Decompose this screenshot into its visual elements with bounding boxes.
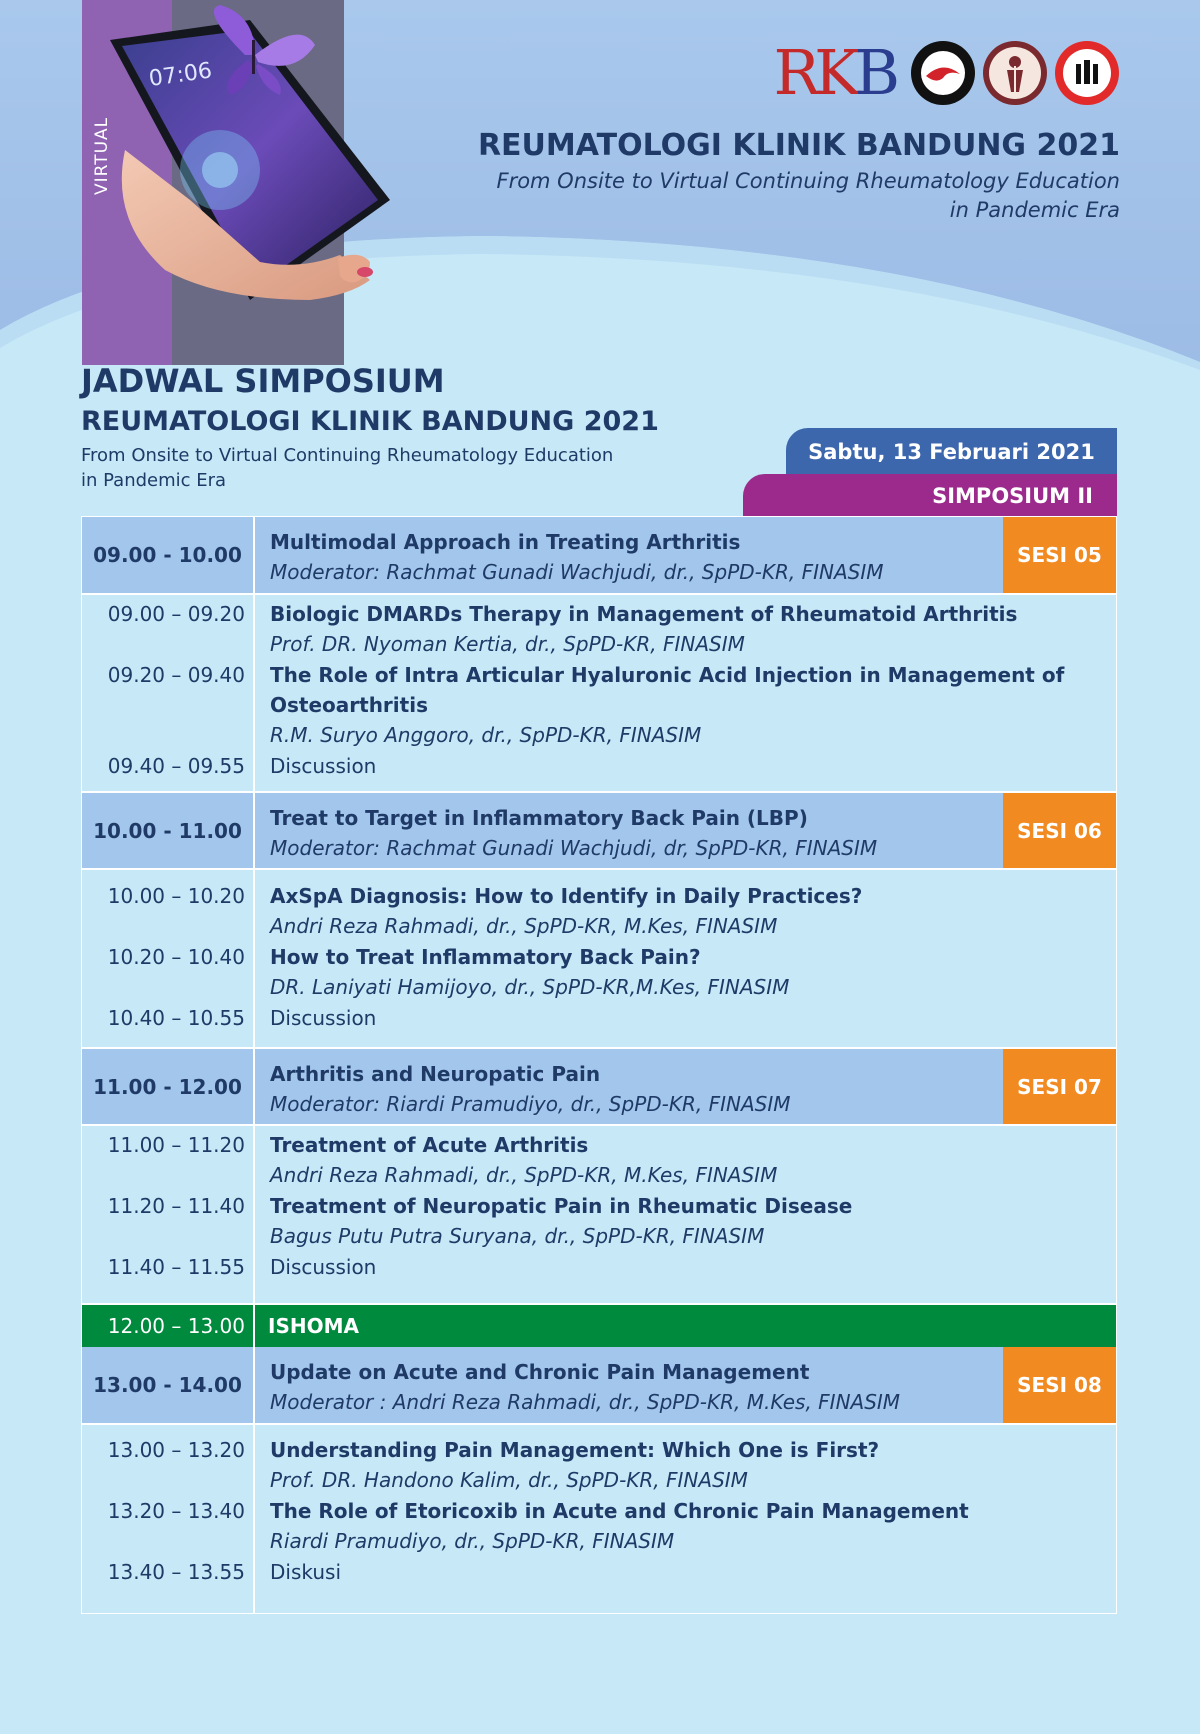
session-row — [82, 517, 1116, 593]
item-speaker: Andri Reza Rahmadi, dr., SpPD-KR, M.Kes, FINASIM — [270, 914, 778, 938]
item-label: Discussion — [270, 754, 377, 778]
item-time: 10.20 – 10.40 — [107, 945, 245, 969]
item-label: Discussion — [270, 1255, 377, 1279]
break-row — [82, 1305, 1116, 1347]
row-separator — [82, 868, 1116, 870]
item-time: 10.40 – 10.55 — [107, 1006, 245, 1030]
sesi-badge: SESI 08 — [1003, 1347, 1116, 1423]
session-row — [82, 1347, 1116, 1423]
item-title: The Role of Etoricoxib in Acute and Chronic Pain Management — [270, 1499, 969, 1523]
session-time: 13.00 - 14.00 — [93, 1373, 242, 1397]
session-row — [82, 793, 1116, 868]
item-speaker: Andri Reza Rahmadi, dr., SpPD-KR, M.Kes, FINASIM — [270, 1163, 778, 1187]
schedule-tagline-line2: in Pandemic Era — [81, 470, 227, 491]
row-separator — [82, 593, 1116, 595]
item-speaker: DR. Laniyati Hamijoyo, dr., SpPD-KR,M.Kes, FINASIM — [270, 975, 790, 999]
session-row — [82, 1049, 1116, 1124]
session-time: 11.00 - 12.00 — [93, 1074, 242, 1099]
item-title: AxSpA Diagnosis: How to Identify in Daily Practices? — [270, 884, 863, 908]
item-title: Understanding Pain Management: Which One is First? — [270, 1438, 880, 1462]
caduceus-logo — [982, 40, 1048, 106]
simposium-tab: SIMPOSIUM II — [743, 474, 1117, 517]
date-tab: Sabtu, 13 Februari 2021 — [786, 428, 1117, 476]
session-moderator: Moderator: Rachmat Gunadi Wachjudi, dr., SpPD-KR, FINASIM — [270, 560, 884, 584]
item-title-cont: Osteoarthritis — [270, 693, 428, 717]
session-moderator: Moderator: Riardi Pramudiyo, dr., SpPD-KR, FINASIM — [270, 1092, 791, 1116]
item-time: 09.40 – 09.55 — [107, 754, 245, 778]
item-time: 11.20 – 11.40 — [107, 1194, 245, 1218]
schedule-table — [81, 516, 1117, 1614]
item-time: 11.40 – 11.55 — [107, 1255, 245, 1279]
row-separator — [82, 1124, 1116, 1126]
header-subtitle-line2: in Pandemic Era — [949, 198, 1120, 222]
row-separator — [82, 1423, 1116, 1425]
session-moderator: Moderator : Andri Reza Rahmadi, dr., SpPD-KR, M.Kes, FINASIM — [270, 1390, 901, 1414]
sponsor-logos — [773, 38, 1120, 108]
session-time: 10.00 - 11.00 — [93, 818, 242, 843]
item-label: Diskusi — [270, 1560, 341, 1584]
session-time: 09.00 - 10.00 — [93, 543, 242, 567]
item-time: 13.20 – 13.40 — [107, 1499, 245, 1523]
schedule-tagline-line1: From Onsite to Virtual Continuing Rheumatology Education — [81, 445, 614, 466]
idi-logo — [1054, 40, 1120, 106]
item-speaker: R.M. Suryo Anggoro, dr., SpPD-KR, FINASIM — [270, 723, 702, 747]
item-time: 09.20 – 09.40 — [107, 663, 245, 687]
virtual-label: VIRTUAL — [92, 116, 112, 195]
schedule-subtitle: REUMATOLOGI KLINIK BANDUNG 2021 — [81, 406, 659, 437]
session-moderator: Moderator: Rachmat Gunadi Wachjudi, dr, SpPD-KR, FINASIM — [270, 836, 878, 860]
schedule-tagline — [81, 443, 659, 493]
header-subtitle-line1: From Onsite to Virtual Continuing Rheumatology Education — [496, 169, 1120, 193]
item-title: Treatment of Acute Arthritis — [270, 1133, 589, 1157]
break-label: ISHOMA — [268, 1314, 359, 1338]
item-time: 13.00 – 13.20 — [107, 1438, 245, 1462]
item-time: 11.00 – 11.20 — [107, 1133, 245, 1157]
header-title-block — [478, 128, 1120, 225]
item-title: Biologic DMARDs Therapy in Management of Rheumatoid Arthritis — [270, 602, 1018, 626]
item-label: Discussion — [270, 1006, 377, 1030]
schedule-title: JADWAL SIMPOSIUM — [81, 362, 445, 400]
item-title: The Role of Intra Articular Hyaluronic Acid Injection in Management of — [270, 663, 1065, 687]
svg-text:07:06: 07:06 — [147, 58, 214, 92]
column-divider — [253, 517, 255, 1613]
break-time: 12.00 – 13.00 — [107, 1314, 245, 1338]
item-time: 10.00 – 10.20 — [107, 884, 245, 908]
session-title: Update on Acute and Chronic Pain Management — [270, 1360, 810, 1384]
item-speaker: Bagus Putu Putra Suryana, dr., SpPD-KR, FINASIM — [270, 1224, 765, 1248]
session-title: Arthritis and Neuropatic Pain — [270, 1062, 601, 1086]
item-title: Treatment of Neuropatic Pain in Rheumatic Disease — [270, 1194, 853, 1218]
sesi-badge: SESI 05 — [1003, 517, 1116, 593]
item-speaker: Prof. DR. Nyoman Kertia, dr., SpPD-KR, FINASIM — [270, 632, 745, 656]
item-time: 09.00 – 09.20 — [107, 602, 245, 626]
rkb-logo: RKB — [773, 36, 894, 109]
item-speaker: Prof. DR. Handono Kalim, dr., SpPD-KR, FINASIM — [270, 1468, 748, 1492]
session-title: Treat to Target in Inflammatory Back Pain (LBP) — [270, 806, 808, 830]
reumatologi-society-logo — [910, 40, 976, 106]
item-speaker: Riardi Pramudiyo, dr., SpPD-KR, FINASIM — [270, 1529, 675, 1553]
sesi-badge: SESI 07 — [1003, 1049, 1116, 1124]
header-subtitle — [478, 167, 1120, 225]
session-title: Multimodal Approach in Treating Arthritis — [270, 530, 741, 554]
phone-hand-graphic — [70, 0, 450, 310]
header-title: REUMATOLOGI KLINIK BANDUNG 2021 — [477, 128, 1120, 163]
item-title: How to Treat Inflammatory Back Pain? — [270, 945, 701, 969]
item-time: 13.40 – 13.55 — [107, 1560, 245, 1584]
sesi-badge: SESI 06 — [1003, 793, 1116, 868]
schedule-heading — [81, 362, 659, 493]
